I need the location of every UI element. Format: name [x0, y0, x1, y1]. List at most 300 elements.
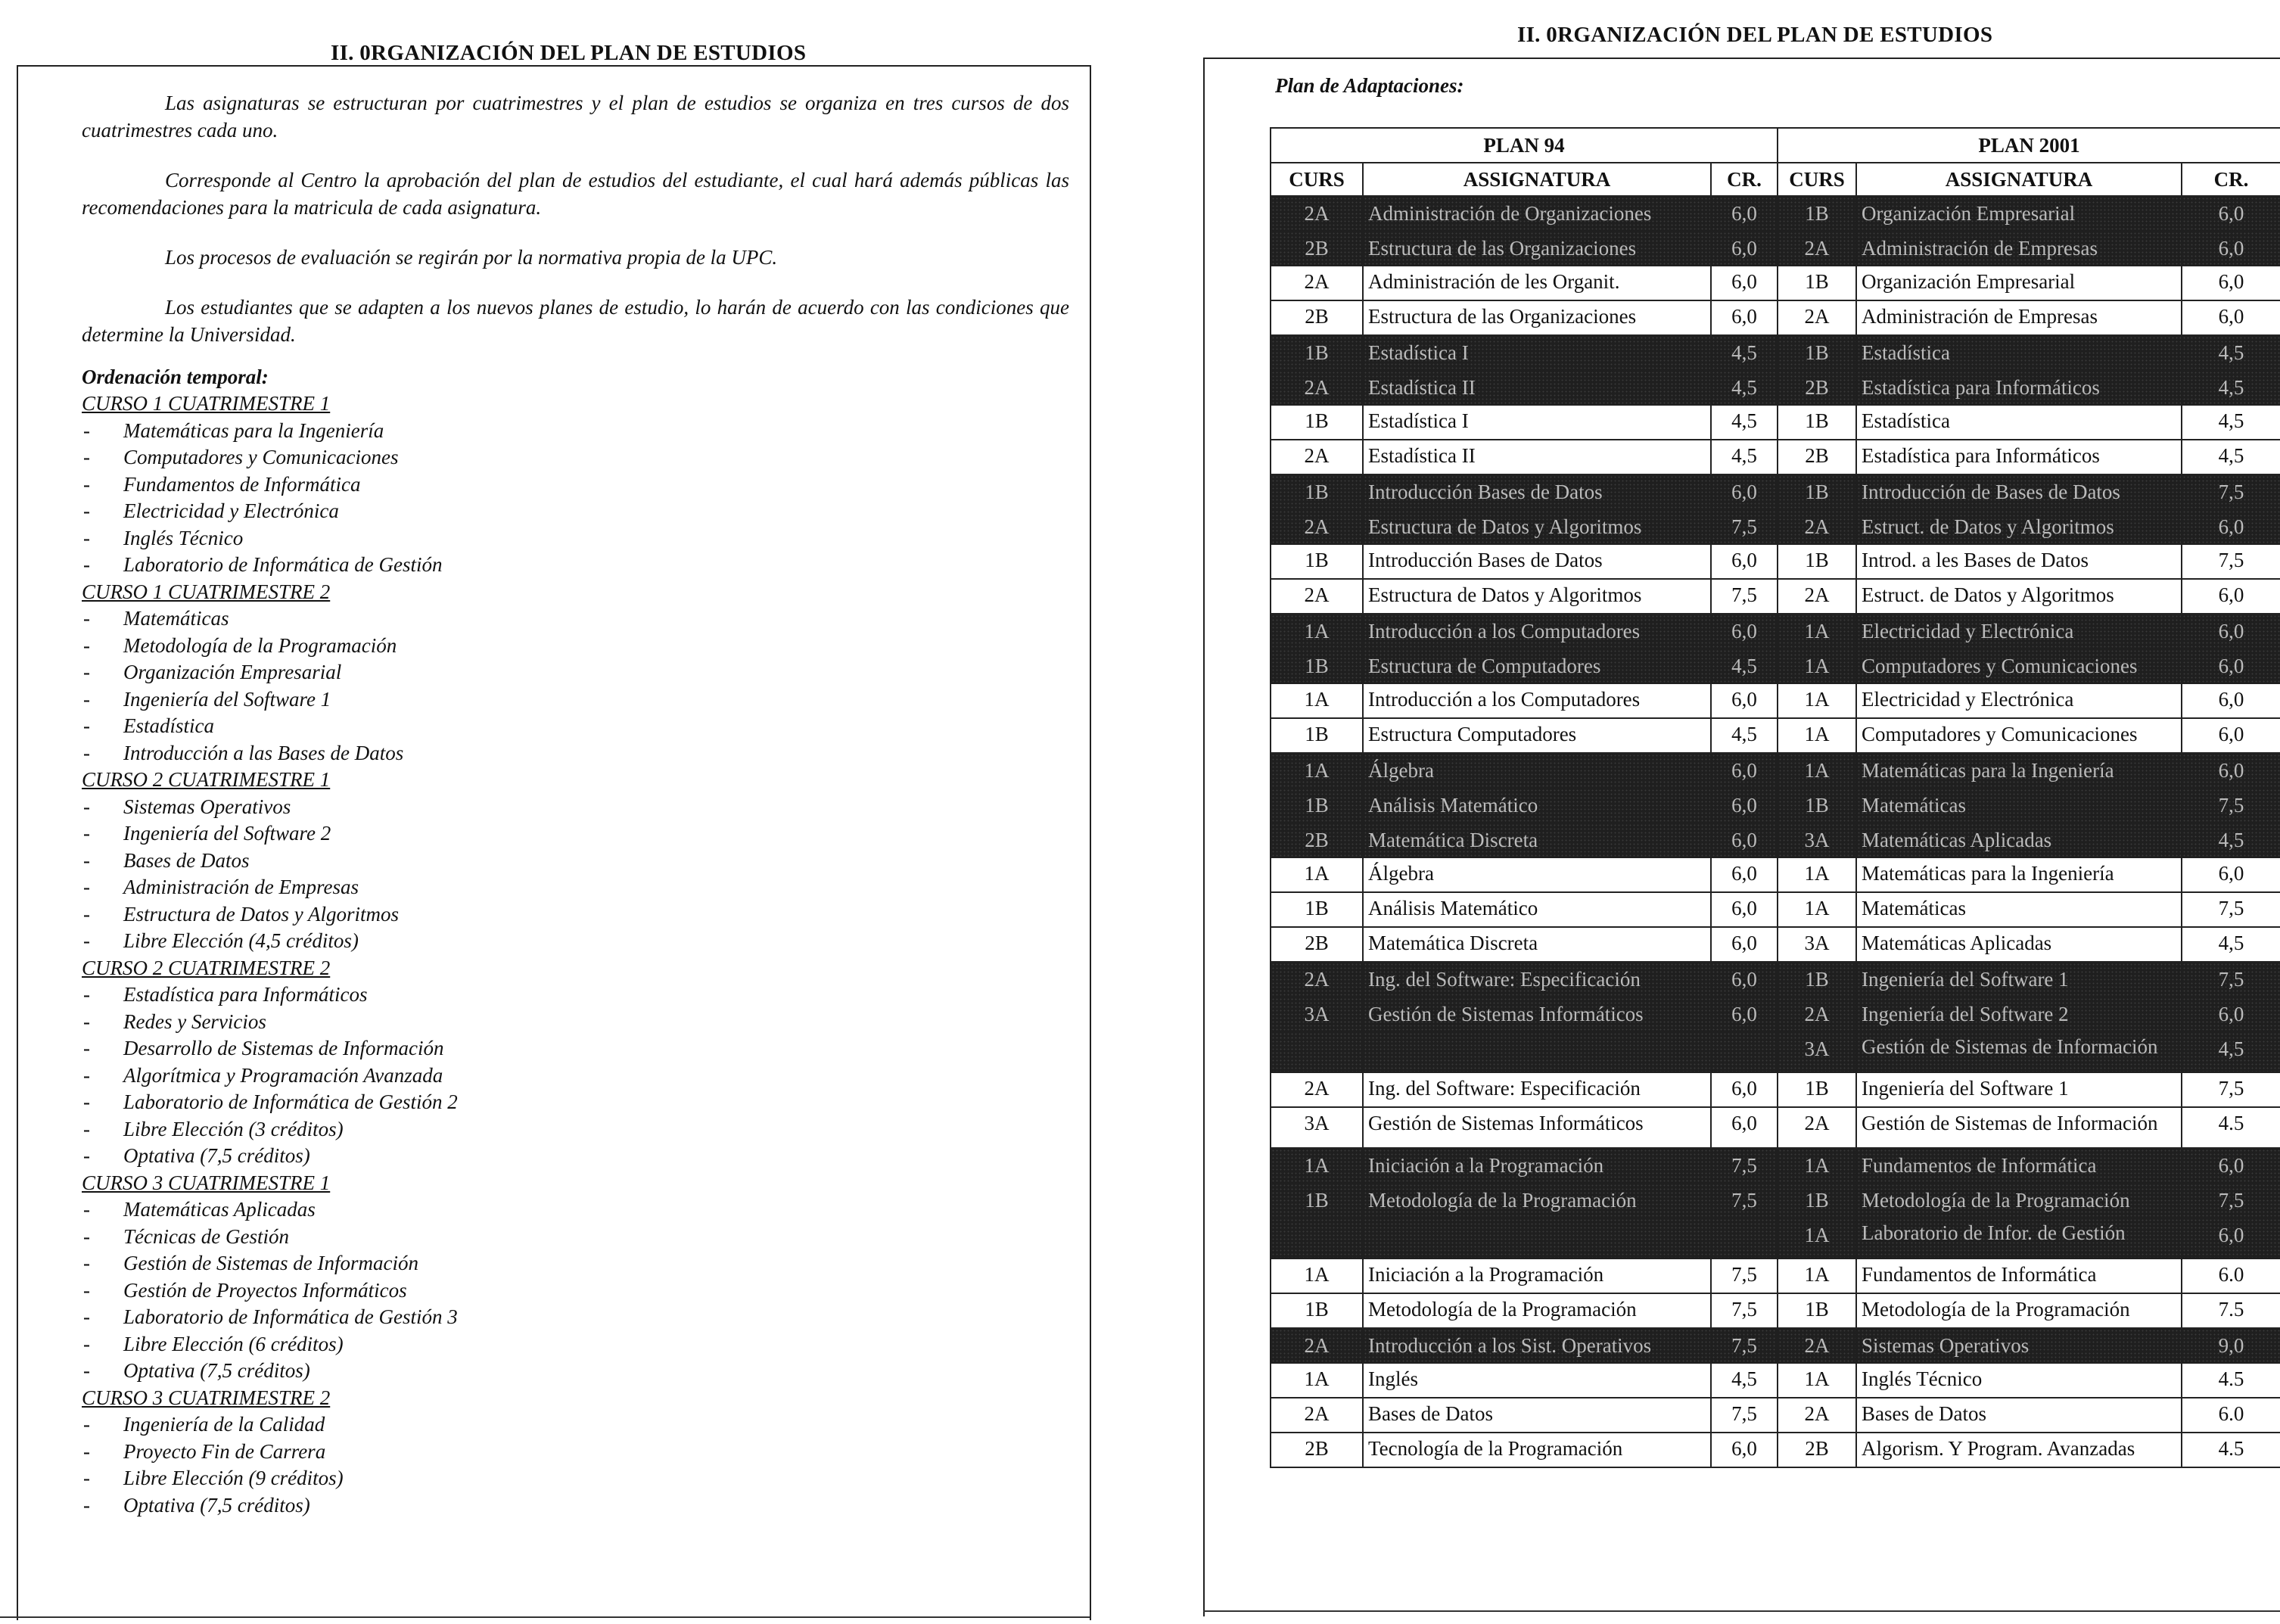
- column-header: ASSIGNATURA: [1363, 163, 1711, 196]
- course-list: [82, 390, 1069, 1519]
- curs-2001-cell: 1B: [1778, 1183, 1856, 1218]
- cr-2001-cell: 6,0: [2182, 231, 2280, 266]
- curs-94-cell: [1271, 1031, 1363, 1072]
- table-row: [1271, 857, 2280, 892]
- column-header: CR.: [1711, 163, 1778, 196]
- assignatura-94-cell: Estadística II: [1363, 440, 1711, 474]
- assignatura-2001-cell: Gestión de Sistemas de Información: [1856, 1031, 2182, 1072]
- table-row-shaded: [1271, 1031, 2280, 1072]
- cr-2001-cell: 7,5: [2182, 962, 2280, 997]
- left-page-bottom-rule: [0, 1616, 1090, 1618]
- table-row-shaded: [1271, 753, 2280, 788]
- cr-2001-cell: 4,5: [2182, 335, 2280, 370]
- table-row: [1271, 927, 2280, 962]
- assignatura-2001-cell: Estadística: [1856, 405, 2182, 440]
- cr-2001-cell: 7,5: [2182, 788, 2280, 823]
- table-row-shaded: [1271, 962, 2280, 997]
- assignatura-94-cell: Bases de Datos: [1363, 1398, 1711, 1433]
- assignatura-2001-cell: Matemáticas Aplicadas: [1856, 823, 2182, 857]
- course-subject-item: - Laboratorio de Informática de Gestión: [82, 552, 1069, 579]
- course-subject-item: - Técnicas de Gestión: [82, 1224, 1069, 1251]
- curs-94-cell: 2B: [1271, 300, 1363, 335]
- assignatura-94-cell: Ing. del Software: Especificación: [1363, 1072, 1711, 1107]
- curs-94-cell: 1A: [1271, 1363, 1363, 1398]
- course-subject-item: - Optativa (7,5 créditos): [82, 1492, 1069, 1520]
- assignatura-94-cell: Estructura de Datos y Algoritmos: [1363, 579, 1711, 614]
- assignatura-94-cell: Estructura de Datos y Algoritmos: [1363, 509, 1711, 544]
- curs-94-cell: 1B: [1271, 1183, 1363, 1218]
- cr-94-cell: 6,0: [1711, 300, 1778, 335]
- cr-2001-cell: 4,5: [2182, 927, 2280, 962]
- curs-94-cell: 2A: [1271, 266, 1363, 300]
- cr-2001-cell: 4,5: [2182, 823, 2280, 857]
- course-subject-item: - Optativa (7,5 créditos): [82, 1358, 1069, 1385]
- curs-2001-cell: 1A: [1778, 683, 1856, 718]
- curs-94-cell: 3A: [1271, 997, 1363, 1031]
- curs-94-cell: 2A: [1271, 579, 1363, 614]
- cr-94-cell: 7,5: [1711, 1258, 1778, 1293]
- cr-2001-cell: 6,0: [2182, 579, 2280, 614]
- curs-2001-cell: 1A: [1778, 1148, 1856, 1183]
- course-subject-item: - Gestión de Sistemas de Información: [82, 1250, 1069, 1277]
- curs-94-cell: 1A: [1271, 1148, 1363, 1183]
- cr-2001-cell: 6,0: [2182, 300, 2280, 335]
- plan-2001-header: PLAN 2001: [1778, 128, 2280, 163]
- table-row: [1271, 1258, 2280, 1293]
- curs-2001-cell: 1A: [1778, 1258, 1856, 1293]
- cr-94-cell: 7,5: [1711, 1183, 1778, 1218]
- curs-2001-cell: 1B: [1778, 335, 1856, 370]
- course-subject-item: - Proyecto Fin de Carrera: [82, 1439, 1069, 1466]
- course-section: [82, 1170, 1069, 1385]
- course-subject-item: - Introducción a las Bases de Datos: [82, 740, 1069, 767]
- course-subject-item: - Ingeniería del Software 1: [82, 686, 1069, 714]
- assignatura-94-cell: Estadística I: [1363, 405, 1711, 440]
- course-subject-item: - Computadores y Comunicaciones: [82, 444, 1069, 471]
- cr-2001-cell: 6,0: [2182, 1218, 2280, 1258]
- curs-94-cell: 2A: [1271, 1328, 1363, 1363]
- curs-2001-cell: 1B: [1778, 962, 1856, 997]
- course-subject-item: - Bases de Datos: [82, 848, 1069, 875]
- curs-2001-cell: 1A: [1778, 857, 1856, 892]
- curs-2001-cell: 2A: [1778, 300, 1856, 335]
- assignatura-94-cell: Inglés: [1363, 1363, 1711, 1398]
- assignatura-2001-cell: Computadores y Comunicaciones: [1856, 649, 2182, 683]
- curs-2001-cell: 1B: [1778, 788, 1856, 823]
- curs-2001-cell: 1B: [1778, 266, 1856, 300]
- course-subject-item: - Estadística para Informáticos: [82, 982, 1069, 1009]
- cr-94-cell: 6,0: [1711, 997, 1778, 1031]
- curs-2001-cell: 1B: [1778, 405, 1856, 440]
- curs-2001-cell: 1A: [1778, 1363, 1856, 1398]
- cr-2001-cell: 4,5: [2182, 405, 2280, 440]
- assignatura-94-cell: Introducción a los Computadores: [1363, 614, 1711, 649]
- cr-94-cell: 4,5: [1711, 440, 1778, 474]
- course-section: [82, 579, 1069, 767]
- assignatura-94-cell: Administración de les Organit.: [1363, 266, 1711, 300]
- cr-2001-cell: 4.5: [2182, 1363, 2280, 1398]
- assignatura-94-cell: Álgebra: [1363, 753, 1711, 788]
- table-row: [1271, 683, 2280, 718]
- table-row-shaded: [1271, 196, 2280, 231]
- course-subject-item: - Metodología de la Programación: [82, 633, 1069, 660]
- assignatura-94-cell: Metodología de la Programación: [1363, 1183, 1711, 1218]
- assignatura-2001-cell: Algorism. Y Program. Avanzadas: [1856, 1433, 2182, 1467]
- curs-94-cell: 1B: [1271, 892, 1363, 927]
- table-row-shaded: [1271, 997, 2280, 1031]
- cr-2001-cell: 6,0: [2182, 266, 2280, 300]
- assignatura-2001-cell: Organización Empresarial: [1856, 266, 2182, 300]
- course-title: CURSO 1 CUATRIMESTRE 1: [82, 392, 331, 415]
- assignatura-2001-cell: Estadística: [1856, 335, 2182, 370]
- left-page-content: [82, 89, 1069, 1519]
- course-subject-item: - Administración de Empresas: [82, 874, 1069, 901]
- cr-94-cell: 4,5: [1711, 405, 1778, 440]
- cr-2001-cell: 4,5: [2182, 370, 2280, 405]
- course-subject-item: - Fundamentos de Informática: [82, 471, 1069, 499]
- cr-2001-cell: 7,5: [2182, 544, 2280, 579]
- course-subject-item: - Sistemas Operativos: [82, 794, 1069, 821]
- course-subject-item: - Laboratorio de Informática de Gestión 3: [82, 1304, 1069, 1331]
- course-subject-item: - Libre Elección (3 créditos): [82, 1116, 1069, 1143]
- course-subject-item: - Ingeniería del Software 2: [82, 820, 1069, 848]
- cr-94-cell: 6,0: [1711, 474, 1778, 509]
- assignatura-94-cell: Estructura de Computadores: [1363, 649, 1711, 683]
- cr-2001-cell: 7,5: [2182, 474, 2280, 509]
- table-row-shaded: [1271, 1183, 2280, 1218]
- right-page-bottom-rule: [1203, 1610, 2280, 1612]
- assignatura-2001-cell: Electricidad y Electrónica: [1856, 683, 2182, 718]
- curs-2001-cell: 2B: [1778, 1433, 1856, 1467]
- cr-94-cell: 6,0: [1711, 962, 1778, 997]
- cr-94-cell: [1711, 1031, 1778, 1072]
- table-row-shaded: [1271, 823, 2280, 857]
- curs-94-cell: 1A: [1271, 683, 1363, 718]
- cr-2001-cell: 6,0: [2182, 614, 2280, 649]
- assignatura-94-cell: [1363, 1218, 1711, 1258]
- curs-94-cell: 2A: [1271, 1072, 1363, 1107]
- cr-2001-cell: 6,0: [2182, 718, 2280, 753]
- assignatura-94-cell: Matemática Discreta: [1363, 927, 1711, 962]
- paragraph-3: Los procesos de evaluación se regirán por la normativa propia de la UPC.: [165, 246, 778, 269]
- assignatura-2001-cell: Metodología de la Programación: [1856, 1183, 2182, 1218]
- cr-94-cell: 7,5: [1711, 579, 1778, 614]
- course-subject-item: - Inglés Técnico: [82, 525, 1069, 552]
- curs-94-cell: 1B: [1271, 474, 1363, 509]
- cr-94-cell: 6,0: [1711, 544, 1778, 579]
- assignatura-94-cell: Álgebra: [1363, 857, 1711, 892]
- curs-94-cell: 1B: [1271, 788, 1363, 823]
- cr-2001-cell: 6,0: [2182, 509, 2280, 544]
- course-subject-list: [82, 418, 1069, 579]
- curs-94-cell: 2B: [1271, 1433, 1363, 1467]
- assignatura-2001-cell: Sistemas Operativos: [1856, 1328, 2182, 1363]
- table-row: [1271, 1072, 2280, 1107]
- cr-94-cell: 6,0: [1711, 683, 1778, 718]
- cr-2001-cell: 7,5: [2182, 892, 2280, 927]
- assignatura-2001-cell: Matemáticas: [1856, 892, 2182, 927]
- table-row: [1271, 579, 2280, 614]
- curs-94-cell: 1A: [1271, 857, 1363, 892]
- table-row-shaded: [1271, 788, 2280, 823]
- course-title: CURSO 3 CUATRIMESTRE 1: [82, 1171, 331, 1194]
- paragraph-2: Corresponde al Centro la aprobación del plan de estudios del estudiante, el cual hará además públicas las recomendaciones para la matricula de cada asignatura.: [82, 169, 1069, 219]
- curs-94-cell: 3A: [1271, 1107, 1363, 1148]
- curs-2001-cell: 3A: [1778, 1031, 1856, 1072]
- table-row: [1271, 1293, 2280, 1328]
- curs-94-cell: 1B: [1271, 544, 1363, 579]
- table-row-shaded: [1271, 649, 2280, 683]
- assignatura-2001-cell: Fundamentos de Informática: [1856, 1148, 2182, 1183]
- curs-2001-cell: 1B: [1778, 196, 1856, 231]
- column-header: ASSIGNATURA: [1856, 163, 2182, 196]
- curs-94-cell: 2A: [1271, 440, 1363, 474]
- cr-94-cell: 4,5: [1711, 1363, 1778, 1398]
- cr-94-cell: 6,0: [1711, 892, 1778, 927]
- cr-94-cell: 4,5: [1711, 718, 1778, 753]
- curs-2001-cell: 1B: [1778, 544, 1856, 579]
- cr-94-cell: 7,5: [1711, 1293, 1778, 1328]
- assignatura-2001-cell: Matemáticas para la Ingeniería: [1856, 753, 2182, 788]
- assignatura-94-cell: Estadística II: [1363, 370, 1711, 405]
- table-row-shaded: [1271, 1148, 2280, 1183]
- assignatura-2001-cell: Matemáticas Aplicadas: [1856, 927, 2182, 962]
- cr-2001-cell: 6,0: [2182, 649, 2280, 683]
- table-row-shaded: [1271, 509, 2280, 544]
- assignatura-94-cell: Metodología de la Programación: [1363, 1293, 1711, 1328]
- curs-2001-cell: 1B: [1778, 1072, 1856, 1107]
- course-section: [82, 1385, 1069, 1520]
- curs-94-cell: 1B: [1271, 405, 1363, 440]
- course-subject-item: - Laboratorio de Informática de Gestión 2: [82, 1089, 1069, 1116]
- assignatura-94-cell: Administración de Organizaciones: [1363, 196, 1711, 231]
- assignatura-94-cell: Iniciación a la Programación: [1363, 1148, 1711, 1183]
- table-row-shaded: [1271, 335, 2280, 370]
- course-section: [82, 390, 1069, 579]
- curs-94-cell: 2A: [1271, 196, 1363, 231]
- curs-2001-cell: 2A: [1778, 997, 1856, 1031]
- cr-94-cell: 7,5: [1711, 509, 1778, 544]
- assignatura-2001-cell: Introd. a les Bases de Datos: [1856, 544, 2182, 579]
- curs-94-cell: 1B: [1271, 1293, 1363, 1328]
- cr-94-cell: 4,5: [1711, 370, 1778, 405]
- table-row: [1271, 1398, 2280, 1433]
- table-row: [1271, 718, 2280, 753]
- assignatura-2001-cell: Computadores y Comunicaciones: [1856, 718, 2182, 753]
- course-subject-item: - Matemáticas para la Ingeniería: [82, 418, 1069, 445]
- assignatura-94-cell: Estructura de las Organizaciones: [1363, 231, 1711, 266]
- cr-94-cell: 6,0: [1711, 1433, 1778, 1467]
- course-subject-list: [82, 982, 1069, 1170]
- course-subject-item: - Libre Elección (4,5 créditos): [82, 928, 1069, 955]
- assignatura-2001-cell: Gestión de Sistemas de Información: [1856, 1107, 2182, 1148]
- course-subject-list: [82, 1196, 1069, 1385]
- assignatura-2001-cell: Laboratorio de Infor. de Gestión: [1856, 1218, 2182, 1258]
- cr-2001-cell: 4.5: [2182, 1433, 2280, 1467]
- cr-94-cell: 6,0: [1711, 614, 1778, 649]
- cr-2001-cell: 7.5: [2182, 1293, 2280, 1328]
- cr-94-cell: 6,0: [1711, 927, 1778, 962]
- assignatura-2001-cell: Ingeniería del Software 1: [1856, 962, 2182, 997]
- curs-94-cell: 2A: [1271, 370, 1363, 405]
- assignatura-94-cell: Estructura de las Organizaciones: [1363, 300, 1711, 335]
- assignatura-2001-cell: Inglés Técnico: [1856, 1363, 2182, 1398]
- curs-94-cell: 2A: [1271, 509, 1363, 544]
- assignatura-94-cell: Introducción Bases de Datos: [1363, 474, 1711, 509]
- table-row: [1271, 544, 2280, 579]
- cr-94-cell: [1711, 1218, 1778, 1258]
- curs-2001-cell: 1B: [1778, 1293, 1856, 1328]
- cr-2001-cell: 6,0: [2182, 753, 2280, 788]
- course-subject-list: [82, 1411, 1069, 1519]
- curs-94-cell: 2B: [1271, 823, 1363, 857]
- course-subject-item: - Organización Empresarial: [82, 659, 1069, 686]
- curs-94-cell: 1A: [1271, 1258, 1363, 1293]
- assignatura-94-cell: Estadística I: [1363, 335, 1711, 370]
- table-row-shaded: [1271, 474, 2280, 509]
- course-section: [82, 767, 1069, 955]
- cr-94-cell: 7,5: [1711, 1398, 1778, 1433]
- cr-2001-cell: 6,0: [2182, 857, 2280, 892]
- assignatura-94-cell: Estructura Computadores: [1363, 718, 1711, 753]
- table-row-shaded: [1271, 614, 2280, 649]
- cr-94-cell: 6,0: [1711, 196, 1778, 231]
- cr-2001-cell: 9,0: [2182, 1328, 2280, 1363]
- assignatura-94-cell: Gestión de Sistemas Informáticos: [1363, 997, 1711, 1031]
- table-row: [1271, 1363, 2280, 1398]
- cr-94-cell: 6,0: [1711, 753, 1778, 788]
- assignatura-94-cell: Tecnología de la Programación: [1363, 1433, 1711, 1467]
- curs-2001-cell: 1A: [1778, 1218, 1856, 1258]
- curs-2001-cell: 2A: [1778, 1107, 1856, 1148]
- left-page-heading: II. 0RGANIZACIÓN DEL PLAN DE ESTUDIOS: [331, 41, 807, 65]
- curs-94-cell: 1B: [1271, 718, 1363, 753]
- cr-94-cell: 6,0: [1711, 231, 1778, 266]
- course-subject-item: - Matemáticas: [82, 605, 1069, 633]
- assignatura-2001-cell: Electricidad y Electrónica: [1856, 614, 2182, 649]
- cr-94-cell: 6,0: [1711, 1107, 1778, 1148]
- assignatura-94-cell: Introducción a los Computadores: [1363, 683, 1711, 718]
- curs-2001-cell: 2B: [1778, 370, 1856, 405]
- course-subject-list: [82, 794, 1069, 955]
- table-body: [1271, 196, 2280, 1467]
- curs-2001-cell: 2A: [1778, 231, 1856, 266]
- curs-2001-cell: 2A: [1778, 509, 1856, 544]
- course-subject-item: - Electricidad y Electrónica: [82, 498, 1069, 525]
- curs-2001-cell: 2A: [1778, 579, 1856, 614]
- assignatura-94-cell: Matemática Discreta: [1363, 823, 1711, 857]
- cr-2001-cell: 6.0: [2182, 1398, 2280, 1433]
- course-subject-item: - Libre Elección (6 créditos): [82, 1331, 1069, 1358]
- cr-2001-cell: 4,5: [2182, 1031, 2280, 1072]
- cr-2001-cell: 7,5: [2182, 1072, 2280, 1107]
- assignatura-94-cell: Análisis Matemático: [1363, 788, 1711, 823]
- curs-94-cell: 1A: [1271, 753, 1363, 788]
- table-row: [1271, 440, 2280, 474]
- paragraph-1: Las asignaturas se estructuran por cuatrimestres y el plan de estudios se organiza en tres cursos de dos cuatrimestres cada uno.: [82, 92, 1069, 142]
- table-row-shaded: [1271, 231, 2280, 266]
- cr-94-cell: 4,5: [1711, 335, 1778, 370]
- assignatura-94-cell: Análisis Matemático: [1363, 892, 1711, 927]
- column-header: CURS: [1778, 163, 1856, 196]
- course-subject-item: - Algorítmica y Programación Avanzada: [82, 1062, 1069, 1090]
- curs-2001-cell: 1A: [1778, 753, 1856, 788]
- cr-2001-cell: 6,0: [2182, 196, 2280, 231]
- course-subject-item: - Redes y Servicios: [82, 1009, 1069, 1036]
- assignatura-2001-cell: Estruct. de Datos y Algoritmos: [1856, 579, 2182, 614]
- curs-2001-cell: 1A: [1778, 649, 1856, 683]
- course-subject-item: - Ingeniería de la Calidad: [82, 1411, 1069, 1439]
- assignatura-94-cell: Ing. del Software: Especificación: [1363, 962, 1711, 997]
- assignatura-94-cell: Iniciación a la Programación: [1363, 1258, 1711, 1293]
- curs-94-cell: 2B: [1271, 927, 1363, 962]
- cr-94-cell: 7,5: [1711, 1148, 1778, 1183]
- course-title: CURSO 3 CUATRIMESTRE 2: [82, 1386, 331, 1409]
- cr-94-cell: 7,5: [1711, 1328, 1778, 1363]
- curs-94-cell: [1271, 1218, 1363, 1258]
- curs-94-cell: 2B: [1271, 231, 1363, 266]
- course-subject-item: - Estadística: [82, 713, 1069, 740]
- cr-94-cell: 6,0: [1711, 266, 1778, 300]
- cr-2001-cell: 4.5: [2182, 1107, 2280, 1148]
- course-subject-item: - Matemáticas Aplicadas: [82, 1196, 1069, 1224]
- course-subject-item: - Optativa (7,5 créditos): [82, 1143, 1069, 1170]
- curs-94-cell: 1B: [1271, 649, 1363, 683]
- assignatura-2001-cell: Matemáticas: [1856, 788, 2182, 823]
- assignatura-94-cell: [1363, 1031, 1711, 1072]
- course-subject-list: [82, 605, 1069, 767]
- assignatura-2001-cell: Matemáticas para la Ingeniería: [1856, 857, 2182, 892]
- assignatura-94-cell: Gestión de Sistemas Informáticos: [1363, 1107, 1711, 1148]
- table-row: [1271, 266, 2280, 300]
- column-header: CURS: [1271, 163, 1363, 196]
- cr-2001-cell: 7,5: [2182, 1183, 2280, 1218]
- table-row-shaded: [1271, 1328, 2280, 1363]
- curs-94-cell: 2A: [1271, 962, 1363, 997]
- course-subject-item: - Estructura de Datos y Algoritmos: [82, 901, 1069, 929]
- right-page-heading: II. 0RGANIZACIÓN DEL PLAN DE ESTUDIOS: [1517, 23, 1993, 47]
- ordenacion-heading: Ordenación temporal:: [82, 366, 269, 388]
- curs-94-cell: 1A: [1271, 614, 1363, 649]
- assignatura-2001-cell: Ingeniería del Software 1: [1856, 1072, 2182, 1107]
- table-row: [1271, 892, 2280, 927]
- table-row: [1271, 300, 2280, 335]
- curs-2001-cell: 2B: [1778, 440, 1856, 474]
- cr-2001-cell: 6,0: [2182, 683, 2280, 718]
- assignatura-2001-cell: Fundamentos de Informática: [1856, 1258, 2182, 1293]
- curs-2001-cell: 1A: [1778, 892, 1856, 927]
- table-row-shaded: [1271, 1218, 2280, 1258]
- curs-2001-cell: 1A: [1778, 718, 1856, 753]
- curs-2001-cell: 2A: [1778, 1328, 1856, 1363]
- course-subject-item: - Libre Elección (9 créditos): [82, 1465, 1069, 1492]
- cr-94-cell: 6,0: [1711, 857, 1778, 892]
- assignatura-2001-cell: Administración de Empresas: [1856, 300, 2182, 335]
- assignatura-2001-cell: Estadística para Informáticos: [1856, 370, 2182, 405]
- curs-2001-cell: 1A: [1778, 614, 1856, 649]
- curs-2001-cell: 3A: [1778, 927, 1856, 962]
- assignatura-2001-cell: Organización Empresarial: [1856, 196, 2182, 231]
- assignatura-2001-cell: Introducción de Bases de Datos: [1856, 474, 2182, 509]
- curs-2001-cell: 2A: [1778, 1398, 1856, 1433]
- cr-2001-cell: 6,0: [2182, 1148, 2280, 1183]
- course-title: CURSO 1 CUATRIMESTRE 2: [82, 580, 331, 603]
- cr-2001-cell: 6.0: [2182, 1258, 2280, 1293]
- assignatura-2001-cell: Administración de Empresas: [1856, 231, 2182, 266]
- cr-2001-cell: 6,0: [2182, 997, 2280, 1031]
- column-header: CR.: [2182, 163, 2280, 196]
- assignatura-94-cell: Introducción Bases de Datos: [1363, 544, 1711, 579]
